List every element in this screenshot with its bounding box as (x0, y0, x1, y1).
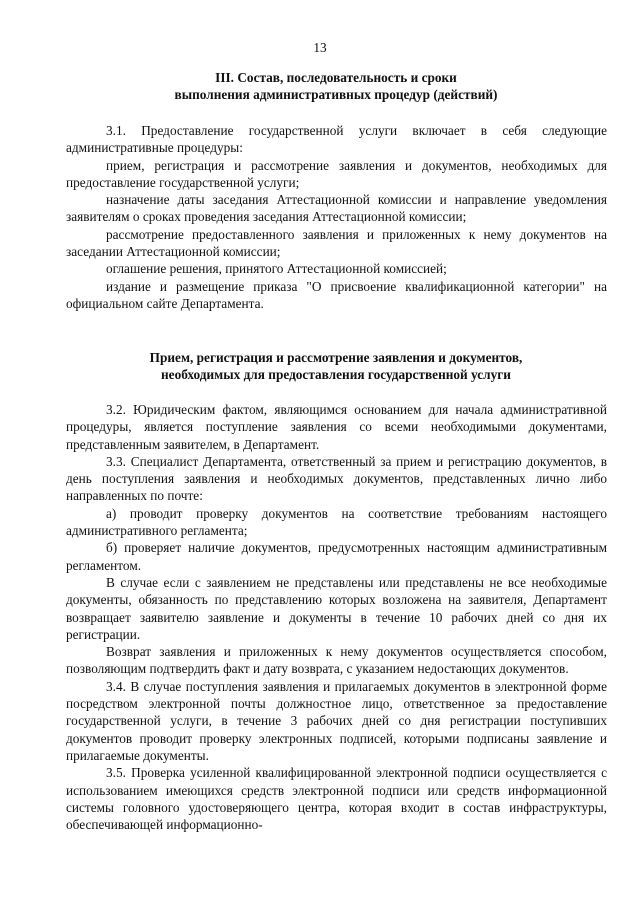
procedure-item-review: рассмотрение предоставленного заявления и приложенных к нему документов на заседании Аттестационной комиссии; (66, 226, 607, 260)
subsection-heading (66, 349, 606, 384)
procedure-item-decision: оглашение решения, принятого Аттестационной комиссией; (106, 261, 447, 277)
paragraph-3-4: 3.4. В случае поступления заявления и прилагаемых документов в электронной форме посредством электронной почты должностное лицо, ответственное за предоставление государственной услуги, в течение 3 рабочих дней со дня регистрации поступивших документов проводит проверку электронных подписей, которыми подписаны заявление и прилагаемые документы. (66, 678, 607, 763)
paragraph-3-1: 3.1. Предоставление государственной услуги включает в себя следующие административные процедуры: (66, 123, 607, 156)
section-heading-line-1: III. Состав, последовательность и сроки (215, 70, 457, 85)
section-body (66, 122, 607, 312)
section-heading-line-2: выполнения административных процедур (действий) (174, 87, 498, 103)
subsection-heading-line-1: Прием, регистрация и рассмотрение заявления и документов, (149, 350, 523, 365)
subsection-heading-line-2: необходимых для предоставления государственной услуги (161, 367, 511, 383)
procedure-item-order: издание и размещение приказа "О присвоение квалификационной категории" на официальном сайте Департамента. (66, 278, 607, 311)
paragraph-3-2: 3.2. Юридическим фактом, являющимся основанием для начала административной процедуры, является поступление заявления со всеми необходимыми документами, представленным заявителем, в Департамент. (66, 402, 607, 452)
paragraph-3-3: 3.3. Специалист Департамента, ответственный за прием и регистрацию документов, в день поступления заявления и необходимых документов, представленных лично либо направленных по почте: (66, 453, 607, 504)
paragraph-3-5: 3.5. Проверка усиленной квалифицированной электронной подписи осуществляется с использованием имеющихся средств электронной подписи или средств информационной системы головного удостоверяющего центра, которая входит в состав инфраструктуры, обеспечивающей информационно- (66, 765, 607, 833)
section-heading (66, 69, 606, 104)
list-item-b: б) проверяет наличие документов, предусмотренных настоящим административным регламентом. (66, 540, 607, 573)
list-item-a: а) проводит проверку документов на соответствие требованиям настоящего административного регламента; (66, 505, 607, 539)
page-number: 13 (313, 40, 327, 55)
procedure-item-reception: прием, регистрация и рассмотрение заявления и документов, необходимых для предоставление государственной услуги; (66, 157, 607, 190)
paragraph-return-case: В случае если с заявлением не представлены или представлены не все необходимые документы, обязанность по представлению которых возложена на заявителя, Департамент возвращает заявителю заявление и документы в течение 10 рабочих дней со дня их регистрации. (66, 574, 607, 642)
subsection-body (66, 401, 607, 833)
paragraph-return-method: Возврат заявления и приложенных к нему документов осуществляется способом, позволяющим подтвердить факт и дату возврата, с указанием недостающих документов. (66, 644, 607, 677)
procedure-item-meeting-date: назначение даты заседания Аттестационной комиссии и направление уведомления заявителям о сроках проведения заседания Аттестационной комиссии; (66, 192, 607, 225)
